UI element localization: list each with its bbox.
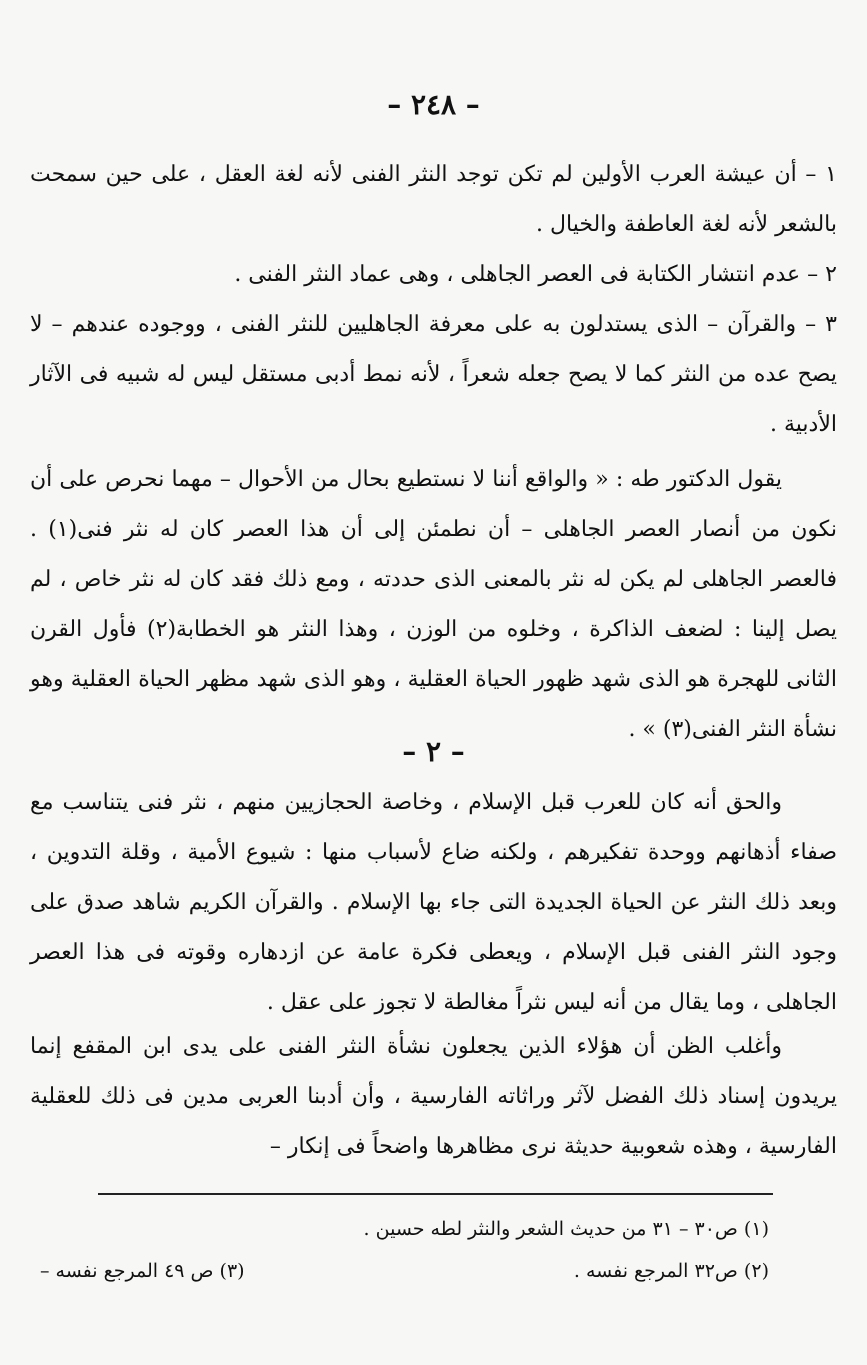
footnote-3: (٣) ص ٤٩ المرجع نفسه –	[40, 1260, 245, 1282]
footnote-row	[40, 1250, 769, 1292]
quote-paragraph: يقول الدكتور طه : « والواقع أننا لا نستطيع بحال من الأحوال – مهما نحرص على أن نكون من أنصار العصر الجاهلى – أن نطمئن إلى أن هذا العصر كان له نثر فنى(١) . فالعصر الجاهلى لم يكن له نثر بالمعنى الذى حددته ، ومع ذلك فقد كان له نثر خاص ، لم يصل إلينا : لضعف الذاكرة ، وخلوه من الوزن ، وهذا النثر هو الخطابة(٢) فأول القرن الثانى للهجرة هو الذى شهد ظهور الحياة العقلية ، وهو الذى شهد مظهر الحياة العقلية وهو نشأة النثر الفنى(٣) » .	[30, 467, 837, 742]
point-two: ٢ – عدم انتشار الكتابة فى العصر الجاهلى ، وهى عماد النثر الفنى .	[234, 262, 837, 287]
body-paragraph-one: والحق أنه كان للعرب قبل الإسلام ، وخاصة الحجازيين منهم ، نثر فنى يتناسب مع صفاء أذهانهم ووحدة تفكيرهم ، ولكنه ضاع لأسباب منها : شيوع الأمية ، وقلة التدوين ، وبعد ذلك النثر عن الحياة الجديدة التى جاء بها الإسلام . والقرآن الكريم شاهد صدق على وجود النثر الفنى قبل الإسلام ، ويعطى فكرة عامة عن ازدهاره وقوته فى هذا العصر الجاهلى ، وما يقال من أنه ليس نثراً مغالطة لا تجوز على عقل .	[30, 790, 837, 1015]
section-number: – ٢ –	[402, 735, 465, 768]
quote-block	[30, 455, 837, 755]
point-three: ٣ – والقرآن – الذى يستدلون به على معرفة الجاهليين للنثر الفنى ، ووجوده عندهم – لا يصح عده من النثر كما لا يصح جعله شعراً ، لأنه نمط أدبى مستقل ليس له شبيه فى الآثار الأدبية .	[30, 312, 837, 437]
page-number: – ٢٤٨ –	[387, 88, 480, 121]
body-paragraph-two: وأغلب الظن أن هؤلاء الذين يجعلون نشأة النثر الفنى على يدى ابن المقفع إنما يريدون إسناد ذلك الفضل لآثر وراثاته الفارسية ، وأن أدبنا العربى مدين فى ذلك للعقلية الفارسية ، وهذه شعوبية حديثة نرى مظاهرها واضحاً فى إنكار –	[30, 1034, 837, 1159]
footnote-1: (١) ص٣٠ – ٣١ من حديث الشعر والنثر لطه حسين .	[363, 1218, 769, 1240]
point-one: ١ – أن عيشة العرب الأولين لم تكن توجد النثر الفنى لأنه لغة العقل ، على حين سمحت بالشعر لأنه لغة العاطفة والخيال .	[30, 162, 837, 237]
numbered-points	[30, 150, 837, 450]
body-paragraph-two-block	[30, 1022, 837, 1172]
footnotes	[40, 1208, 769, 1292]
body-paragraph-one-block	[30, 778, 837, 1028]
footnote-2: (٢) ص٣٢ المرجع نفسه .	[573, 1260, 769, 1282]
footnote-divider	[98, 1193, 773, 1195]
